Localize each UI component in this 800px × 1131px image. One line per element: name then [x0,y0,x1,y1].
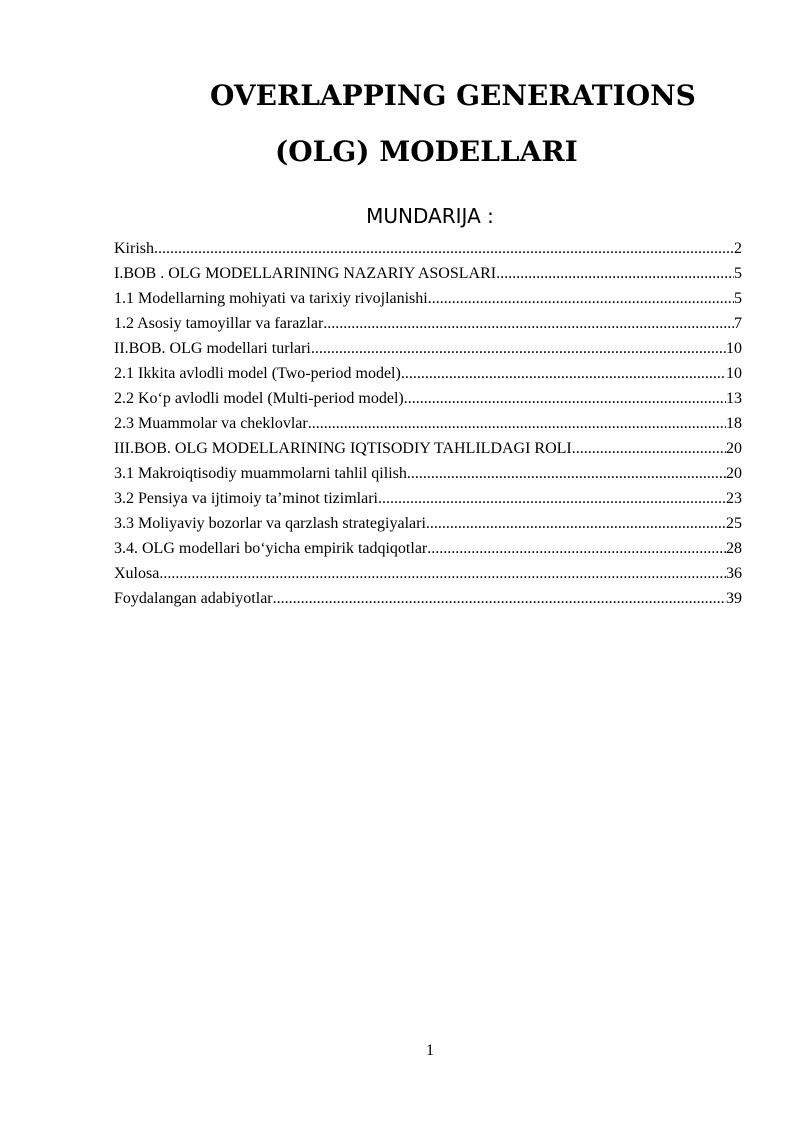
toc-entry-section-3-4[interactable] [114,536,742,561]
toc-entry-title: 3.1 Makroiqtisodiy muammolarni tahlil qilish [114,465,407,482]
toc-dot-leader [407,461,726,486]
toc-entry-section-3-3[interactable] [114,511,742,536]
toc-entry-title: II.BOB. OLG modellari turlari [114,340,311,357]
toc-entry-title: Foydalangan adabiyotlar [114,590,273,607]
toc-entry-section-1-1[interactable] [114,286,742,311]
toc-entry-kirish[interactable] [114,236,742,261]
toc-entry-title: 1.2 Asosiy tamoyillar va farazlar [114,315,324,332]
toc-dot-leader [378,486,726,511]
toc-entry-chapter-3[interactable] [114,436,742,461]
toc-dot-leader [496,261,734,286]
document-title-line-1: OVERLAPPING GENERATIONS [210,79,696,112]
toc-entry-section-1-2[interactable] [114,311,742,336]
document-title-line-2: (OLG) MODELLARI [275,135,578,168]
toc-heading: MUNDARIJA : [366,204,494,228]
toc-entry-page: 25 [726,515,742,532]
toc-entry-title: 2.2 Koʻp avlodli model (Multi-period model) [114,390,404,407]
toc-entry-section-2-3[interactable] [114,411,742,436]
toc-dot-leader [323,311,734,336]
toc-entry-page: 5 [734,290,742,307]
toc-dot-leader [427,536,726,561]
toc-entry-page: 23 [726,490,742,507]
toc-entry-page: 39 [726,590,742,607]
toc-dot-leader [428,286,734,311]
toc-entry-section-2-1[interactable] [114,361,742,386]
toc-entry-page: 20 [726,440,742,457]
toc-entry-xulosa[interactable] [114,561,742,586]
toc-dot-leader [308,411,726,436]
toc-entry-page: 20 [726,465,742,482]
toc-entry-section-3-2[interactable] [114,486,742,511]
toc-entry-page: 5 [734,265,742,282]
toc-entry-page: 2 [734,240,742,257]
toc-entry-title: 1.1 Modellarning mohiyati va tarixiy rivojlanishi [114,290,428,307]
toc-entry-page: 18 [726,415,742,432]
toc-entry-page: 36 [726,565,742,582]
toc-entry-title: I.BOB . OLG MODELLARINING NAZARIY ASOSLARI [114,265,497,282]
toc-entry-section-3-1[interactable] [114,461,742,486]
toc-dot-leader [426,511,726,536]
toc-entry-page: 13 [726,390,742,407]
toc-dot-leader [159,561,726,586]
toc-entry-page: 7 [734,315,742,332]
toc-entry-title: 3.4. OLG modellari boʻyicha empirik tadqiqotlar [114,540,428,557]
toc-entry-title: Kirish [114,240,154,257]
toc-entry-title: 2.1 Ikkita avlodli model (Two-period model) [114,365,401,382]
toc-entry-title: 2.3 Muammolar va cheklovlar [114,415,308,432]
toc-entry-page: 10 [726,340,742,357]
toc-entry-title: III.BOB. OLG MODELLARINING IQTISODIY TAHLILDAGI ROLI [114,440,572,457]
toc-entry-page: 28 [726,540,742,557]
toc-entry-title: 3.2 Pensiya va ijtimoiy taʼminot tizimlari [114,490,378,507]
toc-entry-chapter-2[interactable] [114,336,742,361]
toc-dot-leader [311,336,726,361]
toc-dot-leader [154,236,734,261]
toc-dot-leader [404,386,726,411]
toc-dot-leader [572,436,726,461]
table-of-contents [114,236,742,611]
toc-dot-leader [401,361,726,386]
toc-entry-chapter-1[interactable] [114,261,742,286]
toc-entry-title: Xulosa [114,565,160,582]
toc-entry-page: 10 [726,365,742,382]
toc-dot-leader [273,586,726,611]
page-number: 1 [426,1042,434,1059]
toc-entry-section-2-2[interactable] [114,386,742,411]
toc-entry-title: 3.3 Moliyaviy bozorlar va qarzlash strategiyalari [114,515,426,532]
toc-entry-references[interactable] [114,586,742,611]
